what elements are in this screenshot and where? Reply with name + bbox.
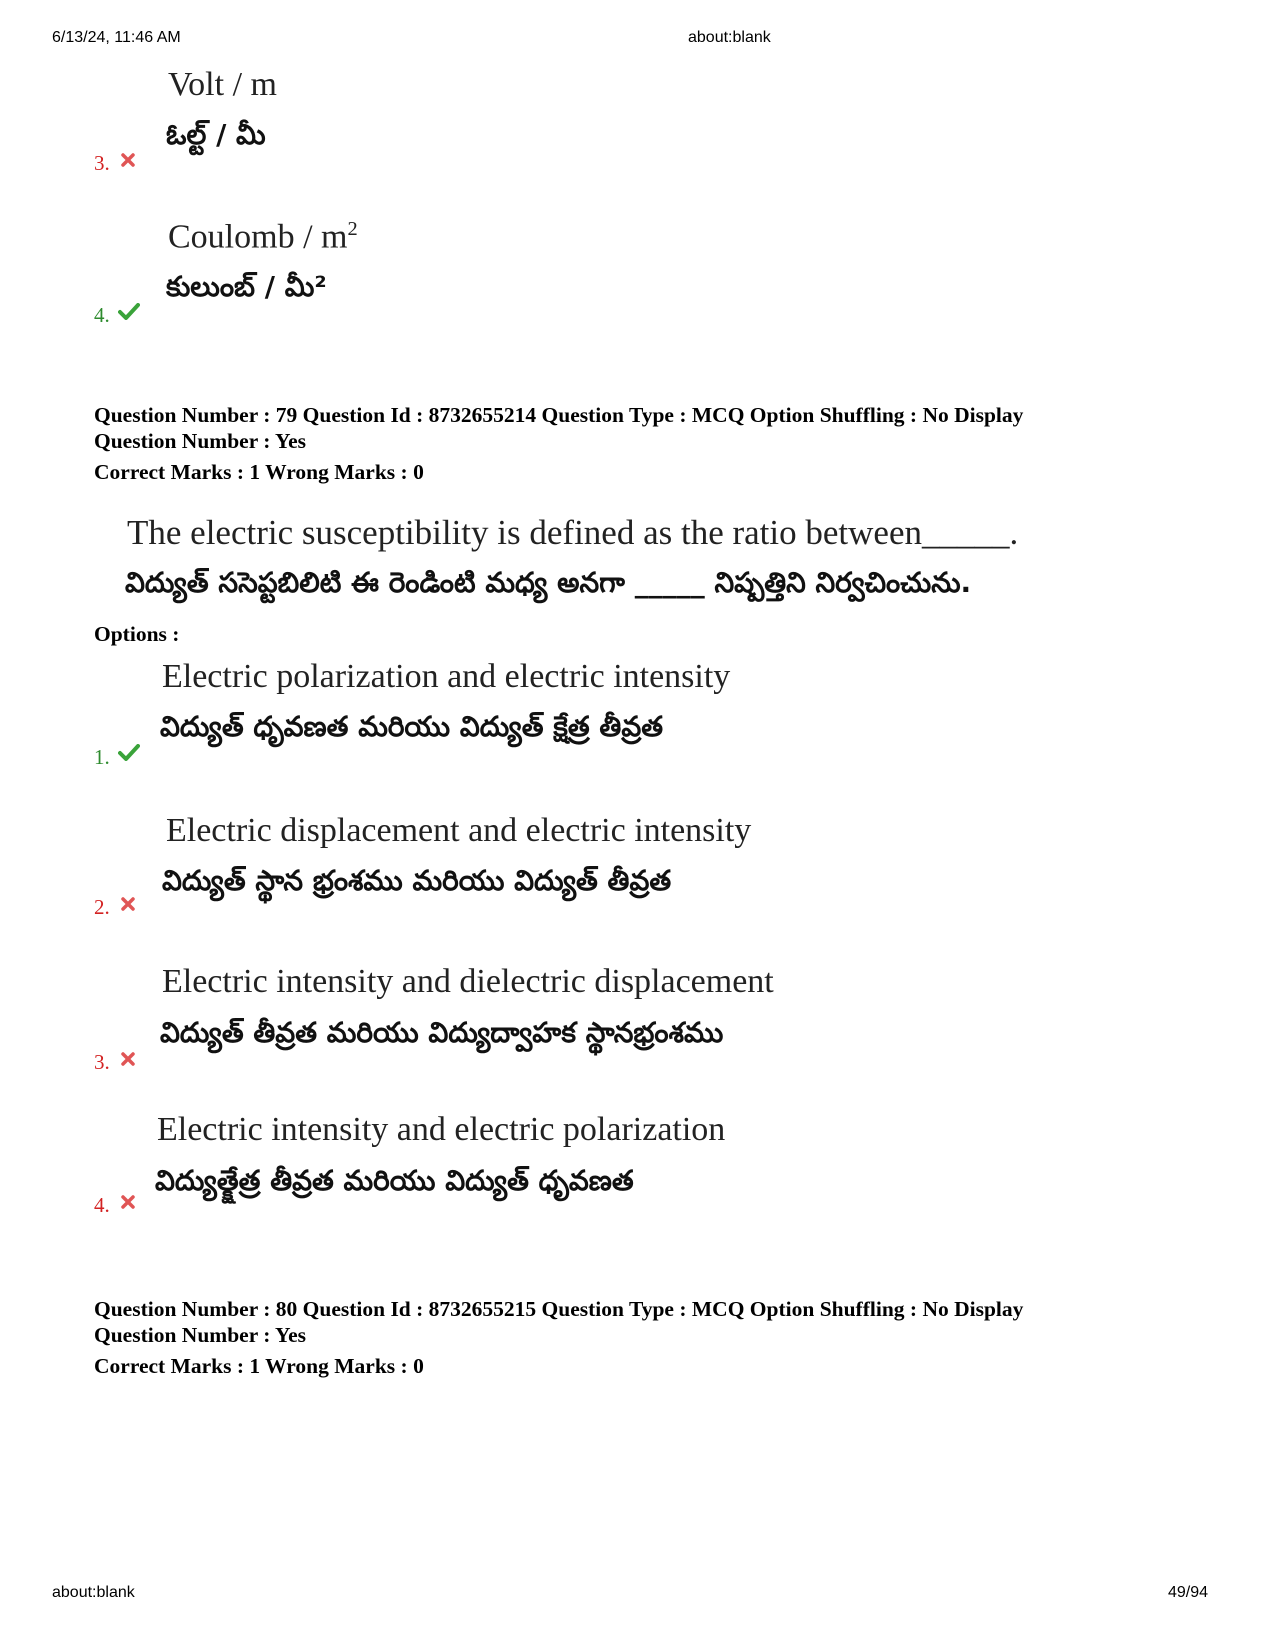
- print-datetime: 6/13/24, 11:46 AM: [52, 29, 181, 46]
- print-page-number: 49/94: [1168, 1584, 1209, 1601]
- question-79-text-english: The electric susceptibility is defined as the ratio between_____.: [127, 513, 1019, 552]
- question-79-text-telugu: విద్యుత్ ససెప్టబిలిటి ఈ రెండింటి మధ్య అనగా _____ నిష్పత్తిని నిర్వచించును.: [125, 566, 972, 599]
- option-number: 2.: [94, 895, 110, 919]
- option-number: 1.: [94, 745, 110, 769]
- option-text-english: Coulomb / $m^2$: [168, 218, 358, 256]
- question-79-marks: Correct Marks : 1 Wrong Marks : 0: [94, 460, 424, 484]
- option-text-telugu: కులుంబ్ / మీ²: [166, 270, 327, 303]
- option-text-english: Electric intensity and dielectric displacement: [162, 963, 774, 1000]
- wrong-cross-icon: [121, 153, 135, 167]
- question-80-meta-line2: Question Number : Yes: [94, 1323, 307, 1347]
- option-text-english: Electric intensity and electric polarization: [157, 1111, 726, 1148]
- option-number: 3.: [94, 1050, 110, 1074]
- print-footer-url: about:blank: [52, 1584, 135, 1601]
- question-80-meta-line1: Question Number : 80 Question Id : 8732655215 Question Type : MCQ Option Shuffling : No Display: [94, 1297, 1024, 1321]
- options-label: Options :: [94, 622, 180, 646]
- option-text-telugu: విద్యుత్క్షేత్ర తీవ్రత మరియు విద్యుత్ ధృవణత: [155, 1164, 634, 1197]
- question-79-meta-line1: Question Number : 79 Question Id : 8732655214 Question Type : MCQ Option Shuffling : No Display: [94, 403, 1024, 427]
- option-text-telugu: విద్యుత్ ధృవణత మరియు విద్యుత్ క్షేత్ర తీవ్రత: [160, 710, 664, 743]
- option-number: 4.: [94, 1193, 110, 1217]
- option-number: 3.: [94, 151, 110, 175]
- print-title: about:blank: [688, 29, 771, 46]
- question-79-meta-line2: Question Number : Yes: [94, 429, 307, 453]
- wrong-cross-icon: [121, 1195, 135, 1209]
- wrong-cross-icon: [121, 1052, 135, 1066]
- wrong-cross-icon: [121, 897, 135, 911]
- correct-check-icon: [118, 303, 140, 320]
- option-text-english: Electric displacement and electric intensity: [166, 812, 752, 849]
- option-text-telugu: విద్యుత్ తీవ్రత మరియు విద్యుద్వాహక స్థానభ్రంశము: [160, 1016, 724, 1049]
- option-text-telugu: ఓల్ట్ / మీ: [166, 118, 266, 151]
- question-80-marks: Correct Marks : 1 Wrong Marks : 0: [94, 1354, 424, 1378]
- option-text-english: Volt / m: [168, 66, 277, 103]
- option-text-telugu: విద్యుత్ స్థాన భ్రంశము మరియు విద్యుత్ తీవ్రత: [162, 864, 672, 897]
- option-number: 4.: [94, 303, 110, 327]
- correct-check-icon: [118, 744, 140, 761]
- option-text-english: Electric polarization and electric intensity: [162, 658, 731, 695]
